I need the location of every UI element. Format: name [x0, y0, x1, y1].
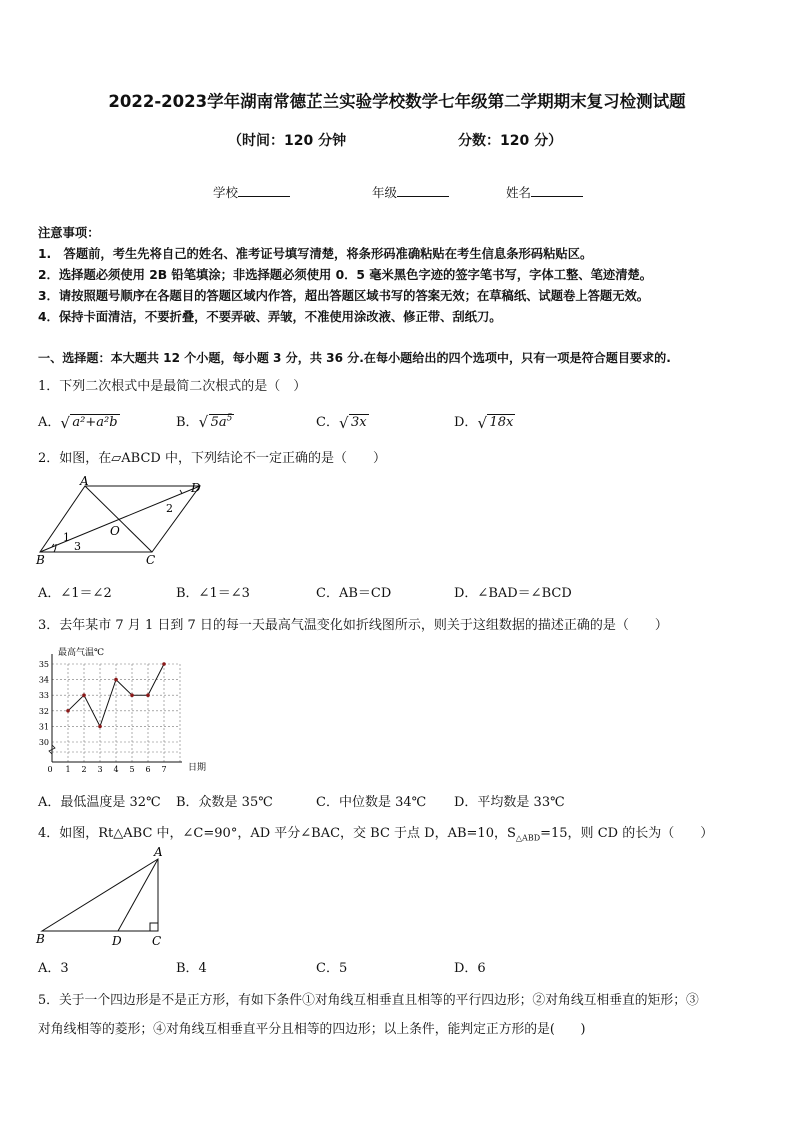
time-info: （时间：120 分钟: [228, 133, 347, 149]
q4-option-c[interactable]: C．5: [316, 961, 348, 976]
q2-option-c[interactable]: C．AB＝CD: [316, 586, 392, 601]
label-d: D: [112, 934, 122, 948]
q3-stem: 3．去年某市 7 月 1 日到 7 日的每一天最高气温变化如折线图所示，则关于这组数据的描述正确的是（ ）: [38, 618, 668, 633]
data-point: [66, 709, 70, 713]
q3-option-a[interactable]: A．最低温度是 32℃: [38, 795, 161, 810]
label-angle-1: 1: [63, 531, 70, 544]
q3-option-d[interactable]: D．平均数是 33℃: [454, 795, 565, 810]
score-info: 分数：120 分）: [458, 133, 563, 149]
label-angle-2: 2: [166, 502, 173, 515]
x-tick-label: 4: [113, 765, 119, 774]
q2-stem: 2．如图，在▱ABCD 中，下列结论不一定正确的是（ ）: [38, 451, 386, 466]
y-tick-label: 30: [38, 738, 49, 747]
label-angle-3: 3: [74, 540, 81, 553]
x-tick-label: 0: [47, 765, 53, 774]
temperature-line-chart: [38, 642, 208, 778]
right-triangle-figure: [32, 845, 172, 950]
angle-arc: [54, 544, 56, 552]
label-b: B: [36, 553, 45, 567]
q1-stem: 1．下列二次根式中是最简二次根式的是（ ）: [38, 379, 307, 394]
diagonal-ac: [85, 486, 152, 552]
y-tick-label: 33: [38, 691, 49, 701]
notice-heading: 注意事项：: [38, 226, 100, 240]
school-field[interactable]: [213, 183, 290, 201]
x-tick-label: 3: [97, 765, 103, 774]
q4-option-a[interactable]: A．3: [38, 961, 69, 976]
notice-item: 4．保持卡面清洁，不要折叠，不要弄破、弄皱，不准使用涂改液、修正带、刮纸刀。: [38, 310, 502, 324]
section-heading: 一、选择题：本大题共 12 个小题，每小题 3 分，共 36 分.在每小题给出的四个选项中，只有一项是符合题目要求的.: [38, 351, 671, 365]
q2-option-b[interactable]: B．∠1＝∠3: [176, 586, 250, 601]
q2-option-d[interactable]: D．∠BAD＝∠BCD: [454, 586, 572, 601]
x-tick-label: 6: [145, 765, 151, 774]
q1-option-b[interactable]: B． √ $5a^5$: [176, 412, 233, 431]
page-title: 2022-2023学年湖南常德芷兰实验学校数学七年级第二学期期末复习检测试题: [108, 92, 686, 111]
data-point: [146, 693, 150, 697]
label-a: A: [154, 845, 163, 859]
y-tick-label: 35: [38, 660, 49, 669]
data-point: [98, 725, 102, 729]
data-point: [114, 678, 118, 682]
y-tick-label: 34: [38, 675, 49, 685]
q4-option-b[interactable]: B．4: [176, 961, 207, 976]
x-tick-label: 1: [65, 765, 71, 774]
data-point: [82, 693, 86, 697]
label-b: B: [36, 932, 45, 946]
q1-option-a[interactable]: A． √ a²+a²b: [38, 414, 118, 432]
label-c: C: [152, 934, 162, 948]
triangle-outline: [42, 859, 158, 931]
q2-option-a[interactable]: A．∠1＝∠2: [38, 586, 112, 601]
x-tick-label: 2: [81, 765, 87, 774]
label-c: C: [146, 553, 156, 567]
notice-item: 1. 答题前，考生先将自己的姓名、准考证号填写清楚，将条形码准确粘贴在考生信息条形码粘贴区。: [38, 247, 593, 261]
label-o: O: [110, 524, 120, 538]
y-tick-label: 32: [38, 706, 49, 716]
data-point: [162, 662, 166, 666]
grade-field[interactable]: [372, 183, 449, 201]
x-tick-label: 7: [161, 765, 167, 774]
right-angle-mark: [150, 923, 158, 931]
q3-option-c[interactable]: C．中位数是 34℃: [316, 795, 427, 810]
label-d: D: [191, 481, 201, 495]
q5-stem-line1: 5．关于一个四边形是不是正方形，有如下条件①对角线互相垂直且相等的平行四边形；②对角线互相垂直的矩形；③: [38, 993, 699, 1008]
q4-option-d[interactable]: D．6: [454, 961, 486, 976]
data-point: [130, 693, 134, 697]
name-field[interactable]: [506, 183, 583, 201]
q4-stem: 4．如图，Rt△ABC 中，∠C=90°，AD 平分∠BAC，交 BC 于点 D，AB=10，$S_{\triangle ABD}=15$，则 CD 的长为（ ）: [38, 826, 714, 843]
x-tick-label: 5: [129, 765, 135, 774]
label-a: A: [80, 474, 89, 488]
x-axis-label: 日期: [188, 763, 207, 773]
q3-option-b[interactable]: B．众数是 35℃: [176, 795, 273, 810]
notice-item: 3．请按照题号顺序在各题目的答题区域内作答，超出答题区域书写的答案无效；在草稿纸、试题卷上答题无效。: [38, 289, 650, 303]
school-label: 学校: [213, 185, 239, 200]
name-label: 姓名: [506, 185, 532, 200]
q1-option-c[interactable]: C． √ 3x: [316, 414, 367, 432]
q5-stem-line2: 对角线相等的菱形；④对角线互相垂直平分且相等的四边形；以上条件，能判定正方形的是( ): [38, 1022, 586, 1037]
grade-label: 年级: [372, 185, 398, 200]
notice-item: 2．选择题必须使用 2B 铅笔填涂；非选择题必须使用 0．5 毫米黑色字迹的签字笔书写，字体工整、笔迹清楚。: [38, 268, 653, 282]
y-tick-label: 31: [38, 722, 49, 732]
chart-title: 最高气温℃: [58, 648, 105, 658]
parallelogram-figure: [30, 474, 210, 570]
q1-option-d[interactable]: D． √ 18x: [454, 414, 514, 432]
bisector-ad: [118, 859, 158, 931]
